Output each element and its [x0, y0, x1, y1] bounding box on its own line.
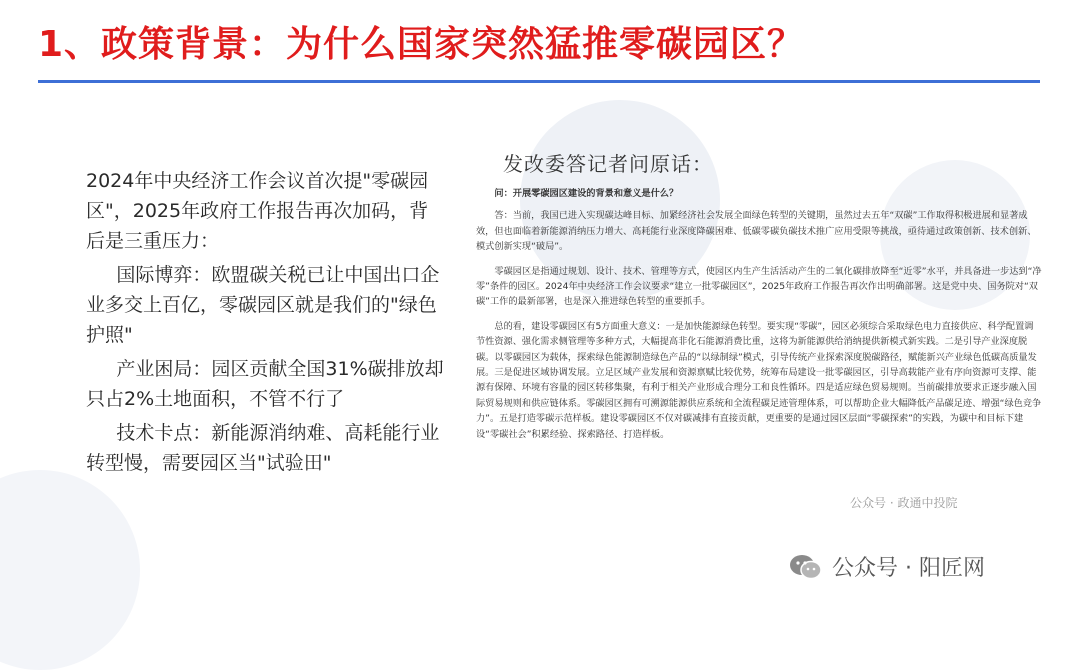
watermark-large: [788, 551, 985, 582]
quoted-document: [476, 186, 1042, 451]
doc-paragraph: 总的看，建设零碳园区有5方面重大意义：一是加快能源绿色转型。要实现“零碳”，园区必须综合采取绿色电力直接供应、科学配置调节性资源、强化需求侧管理等多种方式，大幅提高非化石能源消费比重，这将为新能源供给消纳提供新模式新实践。二是引导产业深度脱碳。以零碳园区为载体，探索绿色能源制造绿色产品的“以绿制绿”模式，引导传统产业探索深度脱碳路径，赋能新兴产业绿色低碳高质量发展。三是促进区域协调发展。立足区域产业发展和资源禀赋比较优势，统筹布局建设一批零碳园区，引导高载能产业有序向资源可支撑、能源有保障、环境有容量的园区转移集聚，有利于相关产业形成合理分工和良性循环。四是适应绿色贸易规则。当前碳排放要求正逐步融入国际贸易规则和供应链体系。零碳园区拥有可溯源能源供应系统和全流程碳足迹管理体系，可以帮助企业大幅降低产品碳足迹、增强“绿色竞争力”。五是打造零碳示范样板。建设零碳园区不仅对碳减排有直接贡献，更重要的是通过园区层面“零碳探索”的实践，为碳中和目标下建设“零碳社会”积累经验、探索路径、打造样板。: [476, 320, 1042, 440]
decorative-circle: [0, 470, 140, 670]
title-divider: [38, 80, 1040, 83]
pressure-item: 国际博弈：欧盟碳关税已让中国出口企业多交上百亿，零碳园区就是我们的"绿色护照": [86, 264, 440, 346]
doc-question: 问：开展零碳园区建设的背景和意义是什么？: [494, 188, 679, 199]
pressure-item: 技术卡点：新能源消纳难、高耗能行业转型慢，需要园区当"试验田": [86, 422, 440, 474]
doc-paragraph: 答：当前，我国已进入实现碳达峰目标、加紧经济社会发展全面绿色转型的关键期，虽然过去五年“双碳”工作取得积极进展和显著成效，但也面临着新能源消纳压力增大、高耗能行业深度降碳困难、低碳零碳负碳技术推广应用受限等挑战，亟待通过政策创新、技术创新、模式创新实现“破局”。: [476, 210, 1037, 253]
pressure-item: 产业困局：园区贡献全国31%碳排放却只占2%土地面积，不管不行了: [86, 358, 444, 410]
summary-block: [86, 166, 446, 478]
summary-intro: 2024年中央经济工作会议首次提"零碳园区"，2025年政府工作报告再次加码，背后是三重压力：: [86, 170, 429, 252]
doc-paragraph: 零碳园区是指通过规划、设计、技术、管理等方式，使园区内生产生活活动产生的二氧化碳排放降至“近零”水平，并具备进一步达到“净零”条件的园区。2024年中央经济工作会议要求“建立一批零碳园区”，2025年政府工作报告再次作出明确部署。这是党中央、国务院对“双碳”工作的最新部署，也是深入推进绿色转型的重要抓手。: [476, 265, 1042, 308]
quote-heading: 发改委答记者问原话：: [503, 152, 713, 176]
wechat-icon: [788, 553, 824, 581]
page-title: 1、政策背景：为什么国家突然猛推零碳园区？: [38, 24, 805, 65]
watermark-small: 公众号 · 政通中投院: [850, 496, 958, 510]
watermark-text: 公众号 · 阳匠网: [832, 556, 985, 581]
